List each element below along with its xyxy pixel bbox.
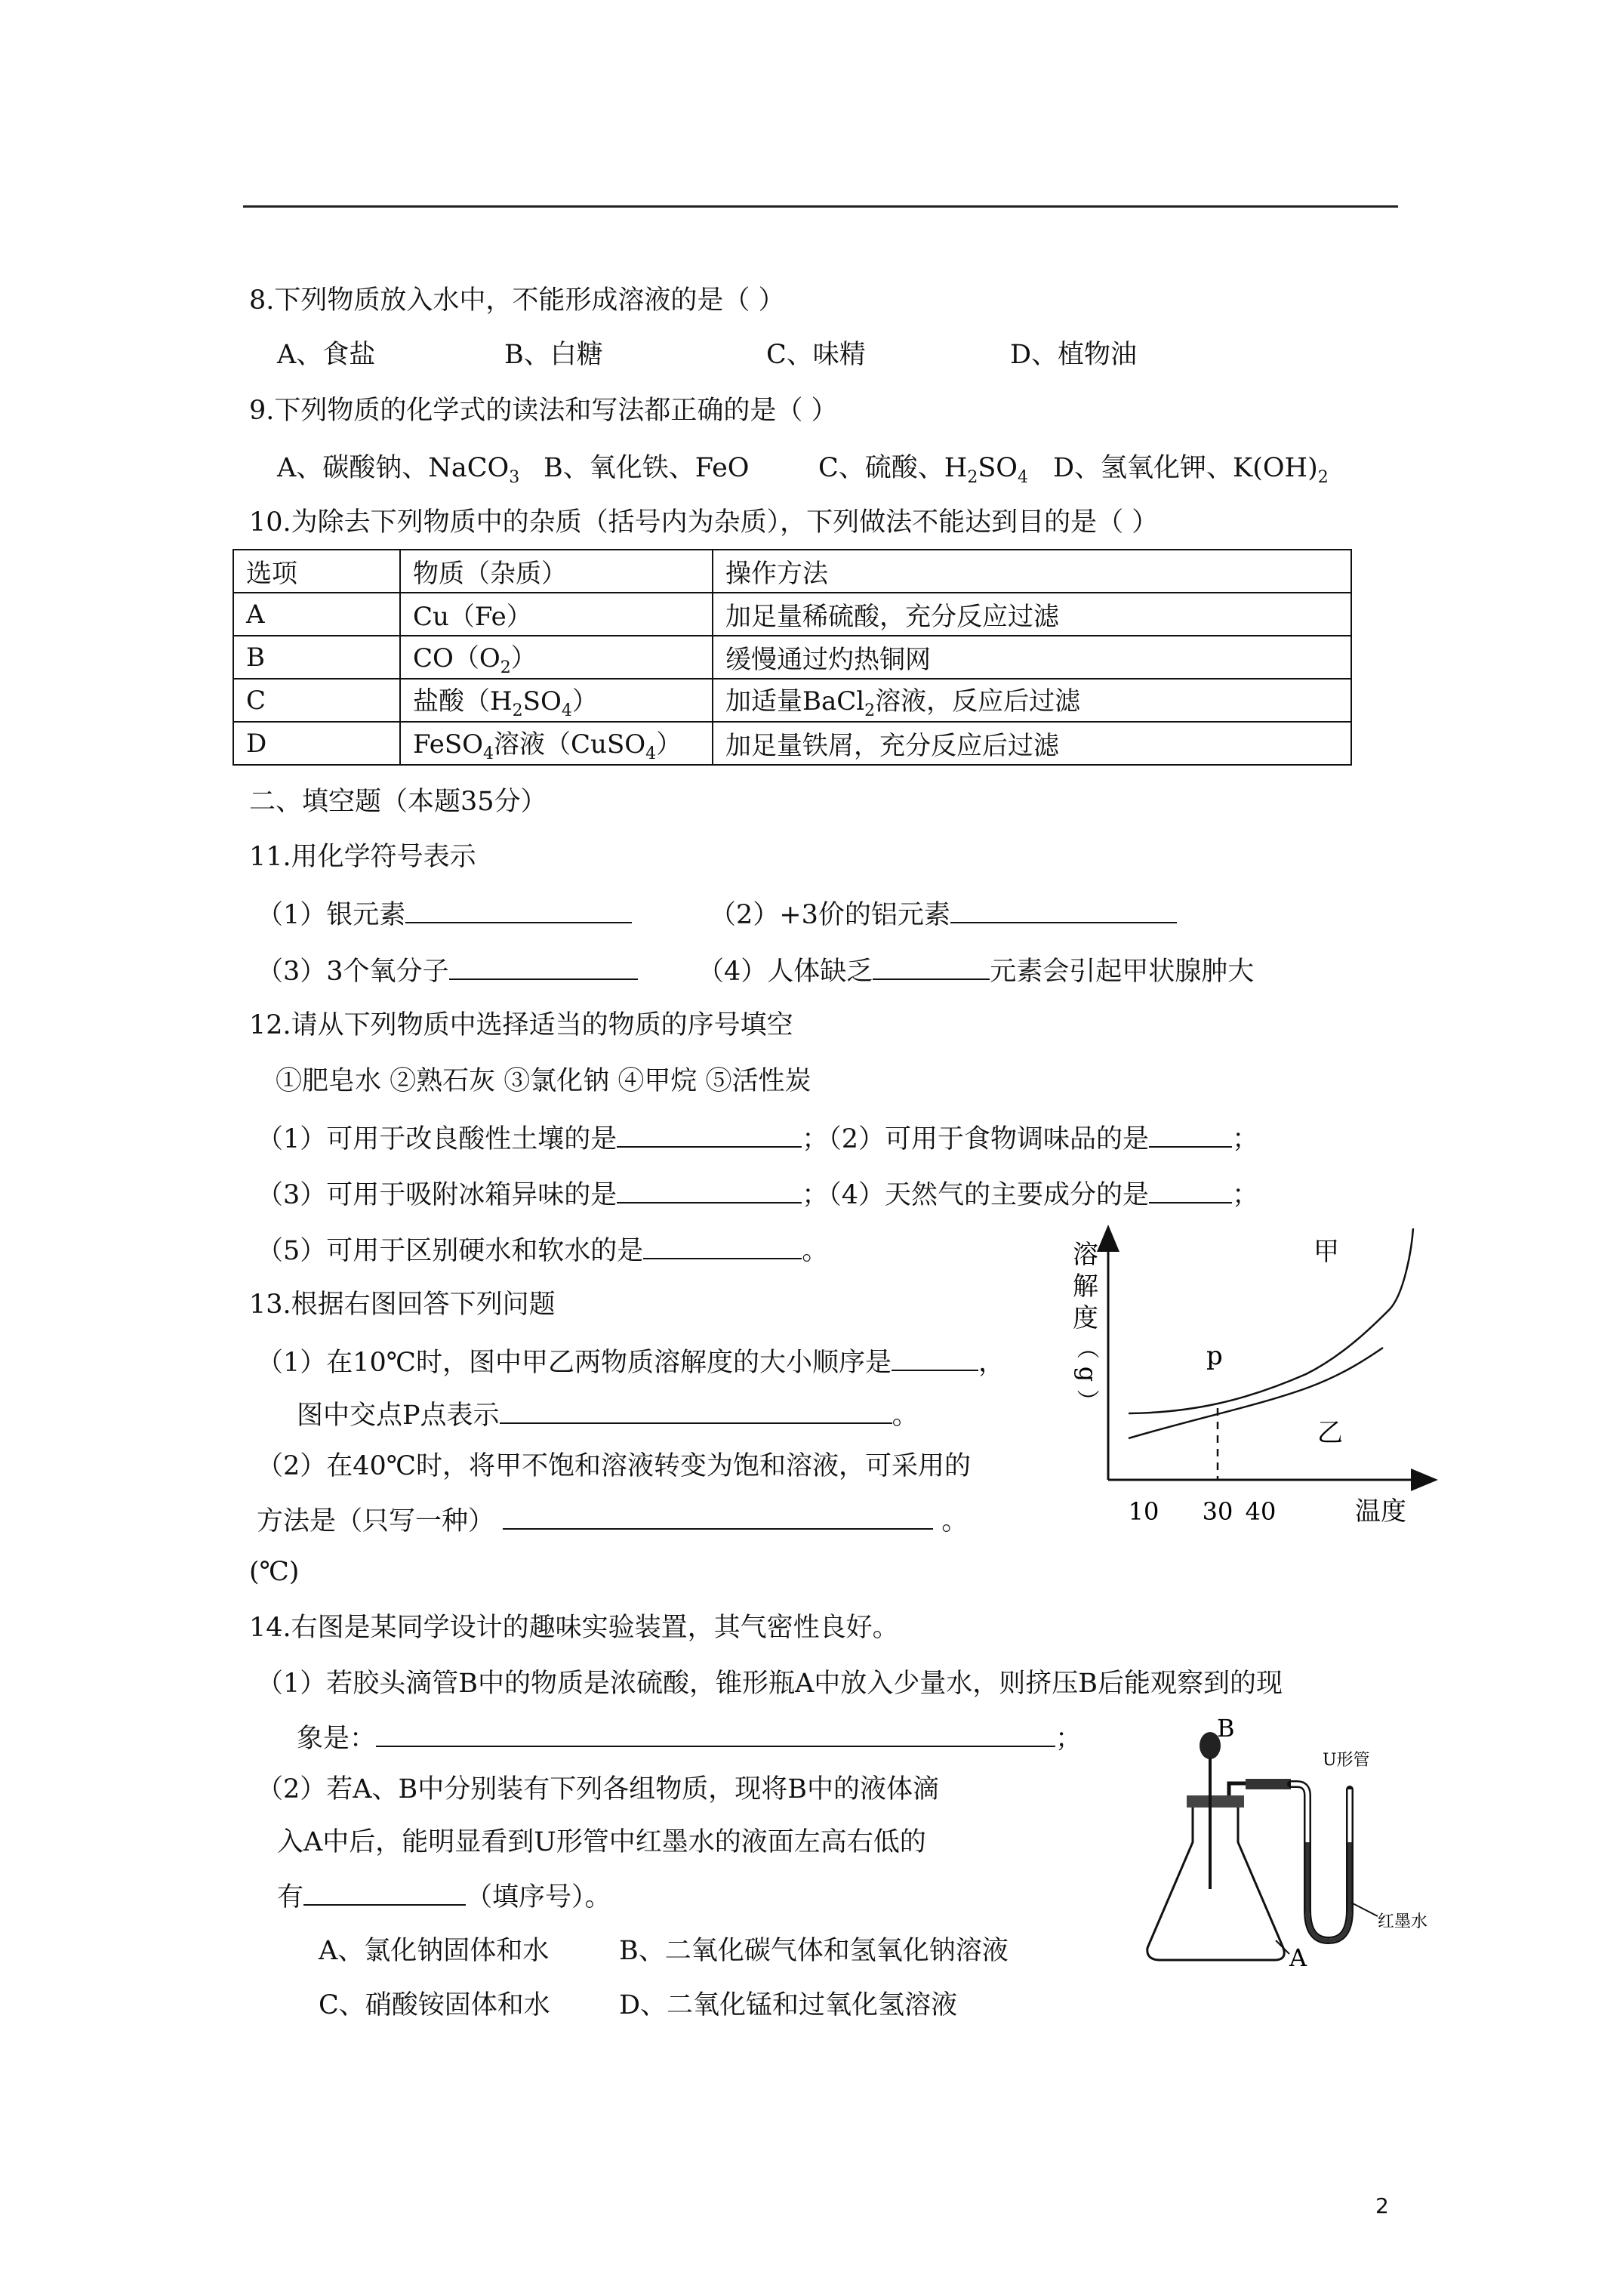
answer-blank[interactable]: [376, 1720, 1055, 1747]
y-label-char: g: [1073, 1366, 1102, 1382]
q9-option-b: B、氧化铁、FeO: [544, 453, 750, 483]
u-tube: [1291, 1784, 1350, 1940]
q9-option-d: D、氢氧化钾、$K(OH)_2$: [1053, 453, 1329, 487]
table-cell: 缓慢通过灼热铜网: [713, 636, 1351, 679]
table-cell: C: [233, 679, 400, 722]
q12-options: ①肥皂水 ②熟石灰 ③氯化钠 ④甲烷 ⑤活性炭: [276, 1066, 812, 1096]
q14-option-a: A、氯化钠固体和水: [319, 1936, 550, 1966]
label-a: A: [1289, 1943, 1307, 1972]
x-tick-label: 30: [1202, 1497, 1233, 1526]
table-row: [233, 722, 1351, 765]
header-rule: [243, 205, 1398, 208]
q11-part4: （4）人体缺乏 元素会引起甲状腺肿大: [698, 953, 1254, 988]
answer-blank[interactable]: [405, 896, 632, 923]
q14-option-d: D、二氧化锰和过氧化氢溶液: [619, 1990, 958, 2020]
q13-unit: (℃): [249, 1557, 300, 1587]
q11-part3: （3）3个氧分子: [257, 953, 638, 988]
table-header: 操作方法: [713, 550, 1351, 593]
answer-blank[interactable]: [500, 1397, 892, 1424]
q11-stem: 11.用化学符号表示: [249, 842, 476, 872]
q14-part2b: 入A中后，能明显看到U形管中红墨水的液面左高右低的: [277, 1827, 926, 1857]
q14-part2c: 有 （填序号）。: [277, 1878, 611, 1914]
q10-stem: 10.为除去下列物质中的杂质（括号内为杂质），下列做法不能达到目的是（ ）: [249, 507, 1159, 538]
q8-stem: 8.下列物质放入水中，不能形成溶液的是（ ）: [249, 285, 785, 316]
table-cell: FeSO$_4$溶液（CuSO$_4$）: [400, 722, 713, 765]
table-cell: A: [233, 593, 400, 636]
table-cell: D: [233, 722, 400, 765]
answer-blank[interactable]: [950, 896, 1177, 923]
q14-option-c: C、硝酸铵固体和水: [319, 1990, 550, 2020]
answer-blank[interactable]: [617, 1176, 802, 1203]
red-ink: [1307, 1842, 1350, 1940]
q14-part2a: （2）若A、B中分别装有下列各组物质，现将B中的液体滴: [257, 1774, 939, 1804]
answer-blank[interactable]: [892, 1344, 978, 1371]
x-tick-label: 10: [1128, 1497, 1160, 1526]
q13-part1: （1）在10℃时，图中甲乙两物质溶解度的大小顺序是 ，: [257, 1344, 1005, 1379]
table-cell: 加足量铁屑，充分反应后过滤: [713, 722, 1351, 765]
q12-line1: （1）可用于改良酸性土壤的是 ；（2）可用于食物调味品的是 ；: [257, 1120, 1258, 1156]
label-u-tube: U形管: [1323, 1751, 1370, 1770]
q8-option-b: B、白糖: [504, 340, 603, 370]
y-label-char: ）: [1073, 1389, 1100, 1412]
answer-blank[interactable]: [617, 1120, 802, 1148]
q9-stem: 9.下列物质的化学式的读法和写法都正确的是（ ）: [249, 396, 838, 426]
answer-blank[interactable]: [303, 1878, 466, 1906]
table-cell: $CO(O_2)$: [400, 636, 713, 679]
q14-option-b: B、二氧化碳气体和氢氧化钠溶液: [619, 1936, 1009, 1966]
rubber-joint: [1246, 1779, 1291, 1789]
q14-stem: 14.右图是某同学设计的趣味实验装置，其气密性良好。: [249, 1613, 899, 1643]
a-pointer: [1276, 1940, 1289, 1954]
solubility-chart: [1057, 1219, 1449, 1529]
answer-blank[interactable]: [449, 953, 638, 980]
table-header: 物质（杂质）: [400, 550, 713, 593]
q9-option-a: A、碳酸钠、NaCO$_3$: [277, 453, 520, 487]
section-title: 二、填空题（本题35分）: [249, 787, 547, 817]
flask-stopper: [1187, 1795, 1244, 1808]
series-yi-label: 乙: [1317, 1418, 1343, 1448]
label-b: B: [1217, 1714, 1235, 1743]
y-label-char: （: [1073, 1336, 1100, 1359]
q8-option-d: D、植物油: [1010, 340, 1138, 370]
u-tube-inner: [1291, 1784, 1350, 1940]
ink-pointer: [1351, 1903, 1378, 1916]
q8-option-c: C、味精: [766, 340, 866, 370]
q13-part1b: 图中交点P点表示 。: [297, 1397, 919, 1432]
table-cell: 盐酸$(H_2SO_4)$: [400, 679, 713, 722]
q11-part2: （2）+3价的铝元素: [710, 896, 1177, 932]
q12-stem: 12.请从下列物质中选择适当的物质的序号填空: [249, 1010, 793, 1040]
q10-table: [233, 549, 1352, 766]
table-cell: B: [233, 636, 400, 679]
table-cell: Cu（Fe）: [400, 593, 713, 636]
q13-part2b: 方法是（只写一种） 。: [257, 1502, 968, 1538]
x-axis-label: 温度: [1355, 1496, 1406, 1527]
q14-part1b: 象是： ；: [297, 1720, 1082, 1755]
y-label-char: 度: [1073, 1303, 1098, 1333]
answer-blank[interactable]: [1149, 1176, 1232, 1203]
q13-part2a: （2）在40℃时，将甲不饱和溶液转变为饱和溶液，可采用的: [257, 1451, 971, 1481]
table-row: [233, 550, 1351, 593]
table-row: [233, 636, 1351, 679]
point-p-label: p: [1206, 1341, 1223, 1371]
q8-option-a: A、食盐: [277, 340, 376, 370]
table-cell: 加适量BaCl$_2$溶液，反应后过滤: [713, 679, 1351, 722]
q11-part1: （1）银元素: [257, 896, 632, 932]
flask-a: [1147, 1804, 1284, 1960]
q13-stem: 13.根据右图回答下列问题: [249, 1290, 556, 1320]
series-jia-label: 甲: [1313, 1237, 1339, 1267]
label-red-ink: 红墨水: [1378, 1912, 1428, 1931]
table-cell: 加足量稀硫酸，充分反应过滤: [713, 593, 1351, 636]
series-jia-curve: [1129, 1228, 1413, 1413]
page-number: 2: [1375, 2193, 1389, 2218]
table-header: 选项: [233, 550, 400, 593]
apparatus-diagram: [1132, 1714, 1449, 1978]
table-row: [233, 593, 1351, 636]
q12-line3: （5）可用于区别硬水和软水的是 。: [257, 1232, 828, 1268]
q14-part1a: （1）若胶头滴管B中的物质是浓硫酸，锥形瓶A中放入少量水，则挤压B后能观察到的现: [257, 1669, 1283, 1699]
y-label-char: 解: [1073, 1271, 1098, 1302]
table-row: [233, 679, 1351, 722]
x-tick-label: 40: [1245, 1497, 1277, 1526]
answer-blank[interactable]: [643, 1232, 802, 1259]
q9-option-c: C、硫酸、$H_2SO_4$: [818, 453, 1028, 487]
q12-line2: （3）可用于吸附冰箱异味的是 ；（4）天然气的主要成分的是 ；: [257, 1176, 1258, 1212]
y-label-char: 溶: [1073, 1240, 1098, 1270]
answer-blank[interactable]: [503, 1502, 933, 1530]
answer-blank[interactable]: [1149, 1120, 1232, 1148]
answer-blank[interactable]: [873, 953, 990, 980]
